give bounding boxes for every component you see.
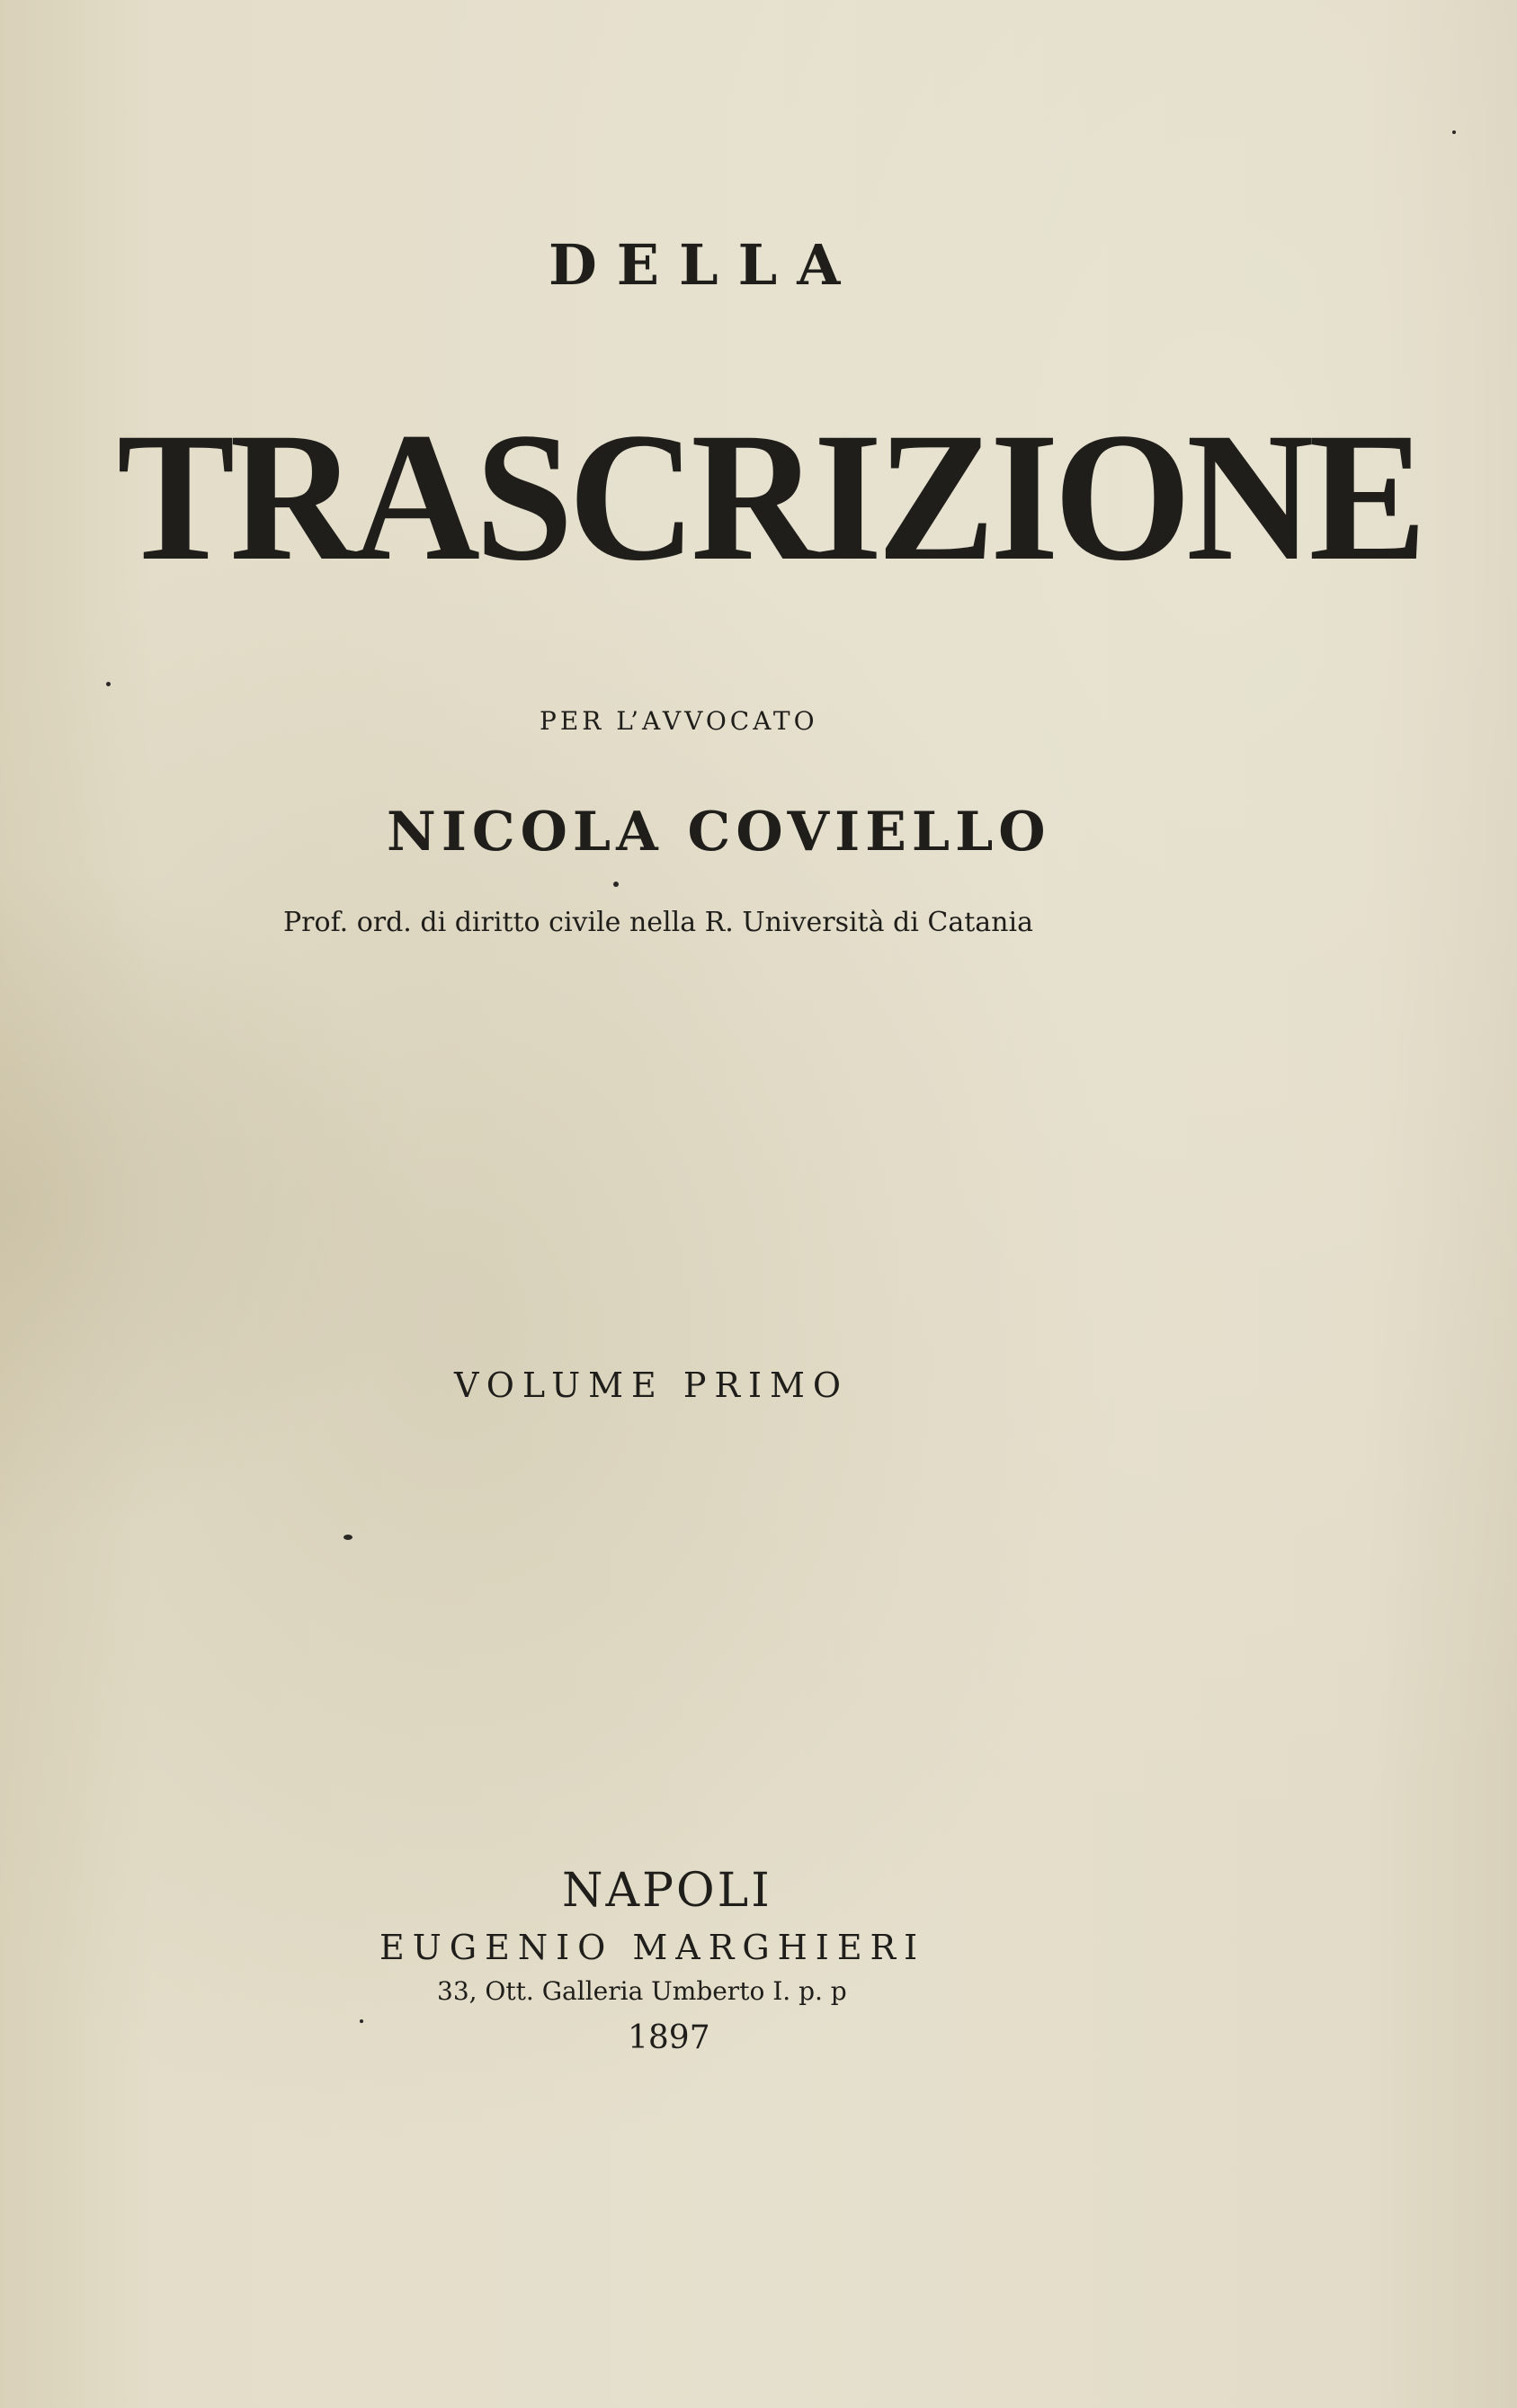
volume-label: VOLUME PRIMO [454, 1365, 850, 1405]
ink-speck [344, 1535, 352, 1540]
ink-speck [106, 682, 111, 686]
publisher-name: EUGENIO MARGHIERI [379, 1928, 926, 1967]
ink-speck [1452, 130, 1456, 134]
author-affiliation: Prof. ord. di diritto civile nella R. Università di Catania [283, 907, 1033, 938]
author-name: NICOLA COVIELLO [387, 801, 1051, 864]
publication-place: NAPOLI [562, 1864, 772, 1918]
book-title: TRASCRIZIONE [117, 395, 1422, 599]
ink-speck [360, 2019, 363, 2023]
publisher-address: 33, Ott. Galleria Umberto I. p. p [437, 1976, 847, 2006]
byline: PER L’AVVOCATO [540, 706, 818, 736]
ink-speck [613, 882, 619, 887]
pre-title: DELLA [549, 232, 861, 298]
publication-year: 1897 [628, 2019, 710, 2056]
